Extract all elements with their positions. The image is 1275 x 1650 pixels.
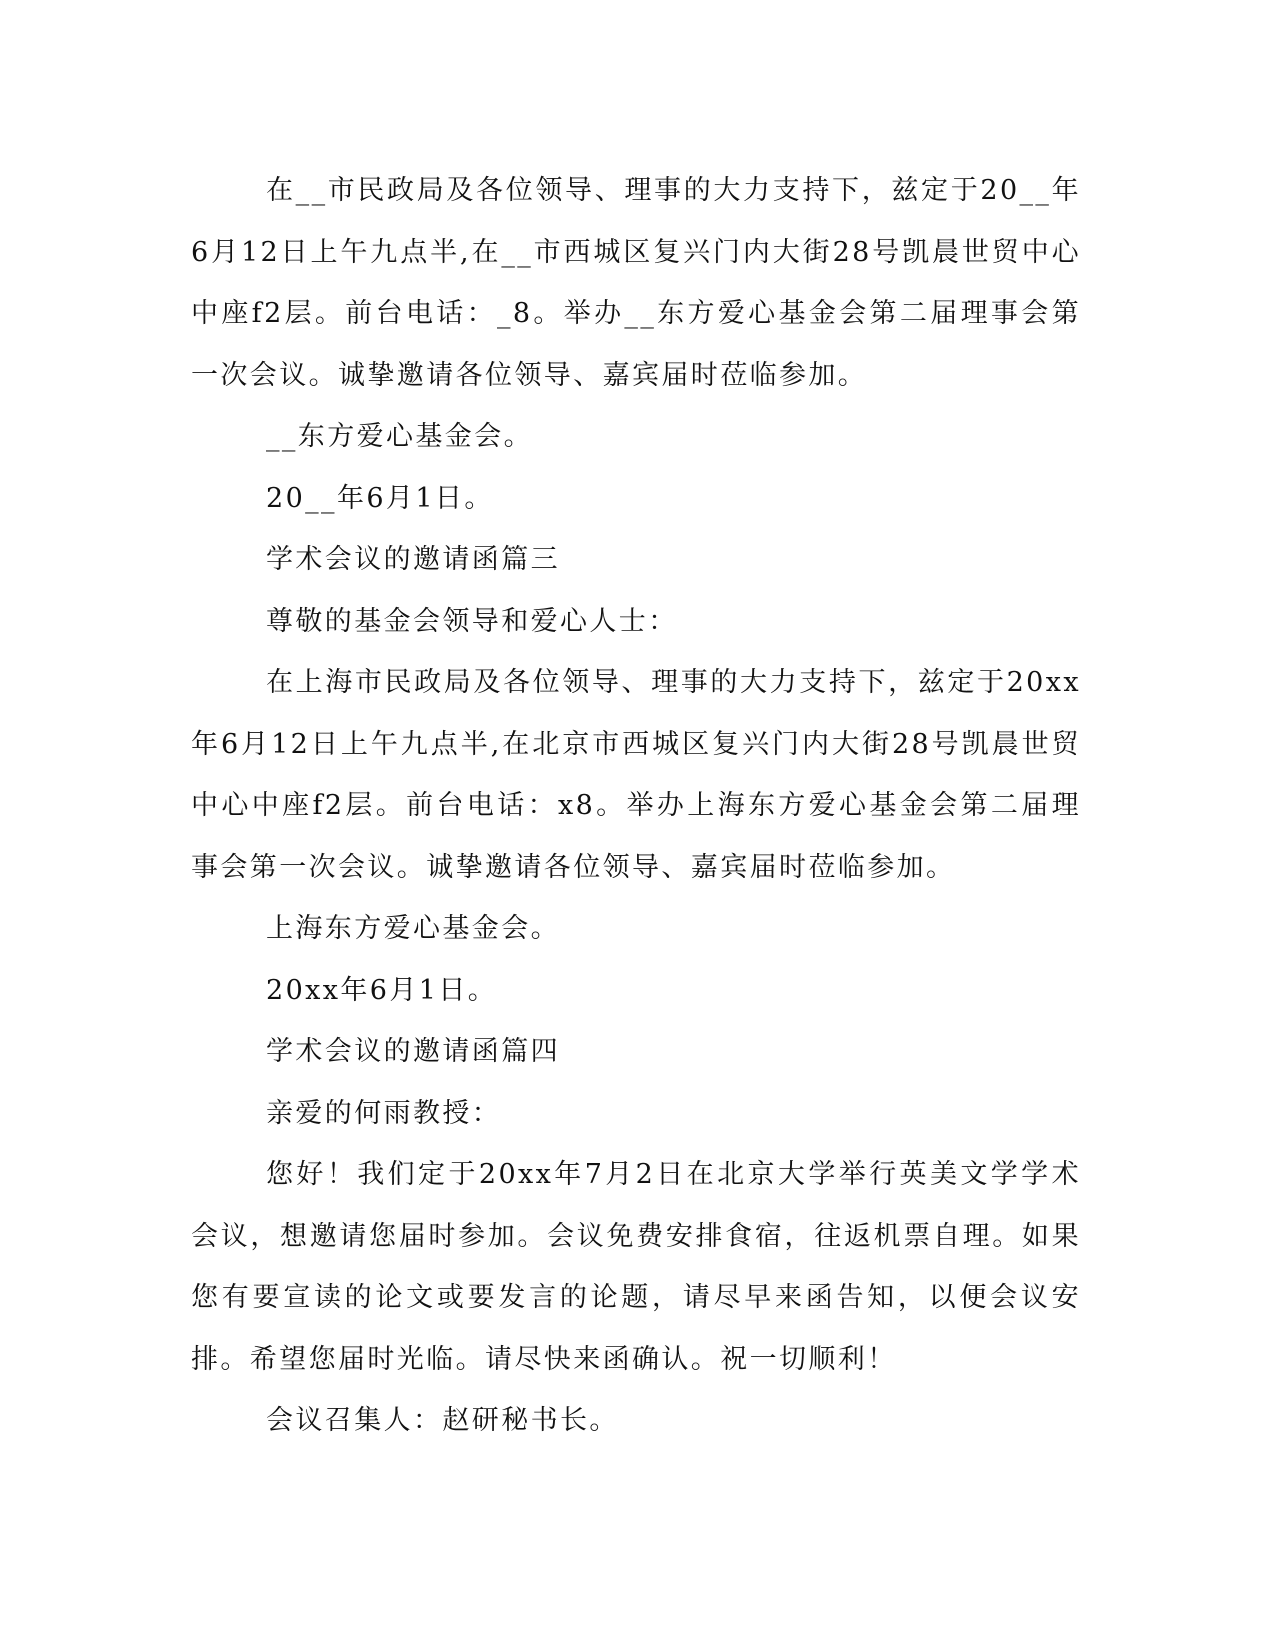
invitation-paragraph: 您好！我们定于20xx年7月2日在北京大学举行英美文学学术会议，想邀请您届时参加。会议免费安排食宿，往返机票自理。如果您有要宣读的论文或要发言的论题，请尽早来函告知，以便会议安排。希望您届时光临。请尽快来函确认。祝一切顺利！ [191, 1159, 1081, 1375]
section-heading: 学术会议的邀请函篇四 [266, 1036, 560, 1067]
invitation-paragraph: 在上海市民政局及各位领导、理事的大力支持下，兹定于20xx年6月12日上午九点半,在北京市西城区复兴门内大街28号凯晨世贸中心中座f2层。前台电话：x8。举办上海东方爱心基金会第二届理事会第一次会议。诚挚邀请各位领导、嘉宾届时莅临参加。 [191, 667, 1081, 883]
signature-date: 20xx年6月1日。 [266, 974, 498, 1006]
section-heading: 学术会议的邀请函篇三 [266, 544, 560, 575]
signature-organization: __东方爱心基金会。 [266, 421, 533, 452]
signature-organization: 上海东方爱心基金会。 [266, 913, 560, 944]
convener-line: 会议召集人：赵研秘书长。 [266, 1405, 619, 1436]
signature-date: 20__年6月1日。 [266, 482, 494, 514]
document-body [191, 160, 1081, 1452]
salutation: 亲爱的何雨教授： [266, 1097, 502, 1129]
salutation: 尊敬的基金会领导和爱心人士： [266, 605, 678, 637]
invitation-paragraph: 在__市民政局及各位领导、理事的大力支持下，兹定于20__年6月12日上午九点半,在__市西城区复兴门内大街28号凯晨世贸中心中座f2层。前台电话：_8。举办__东方爱心基金会第二届理事会第一次会议。诚挚邀请各位领导、嘉宾届时莅临参加。 [191, 175, 1081, 391]
